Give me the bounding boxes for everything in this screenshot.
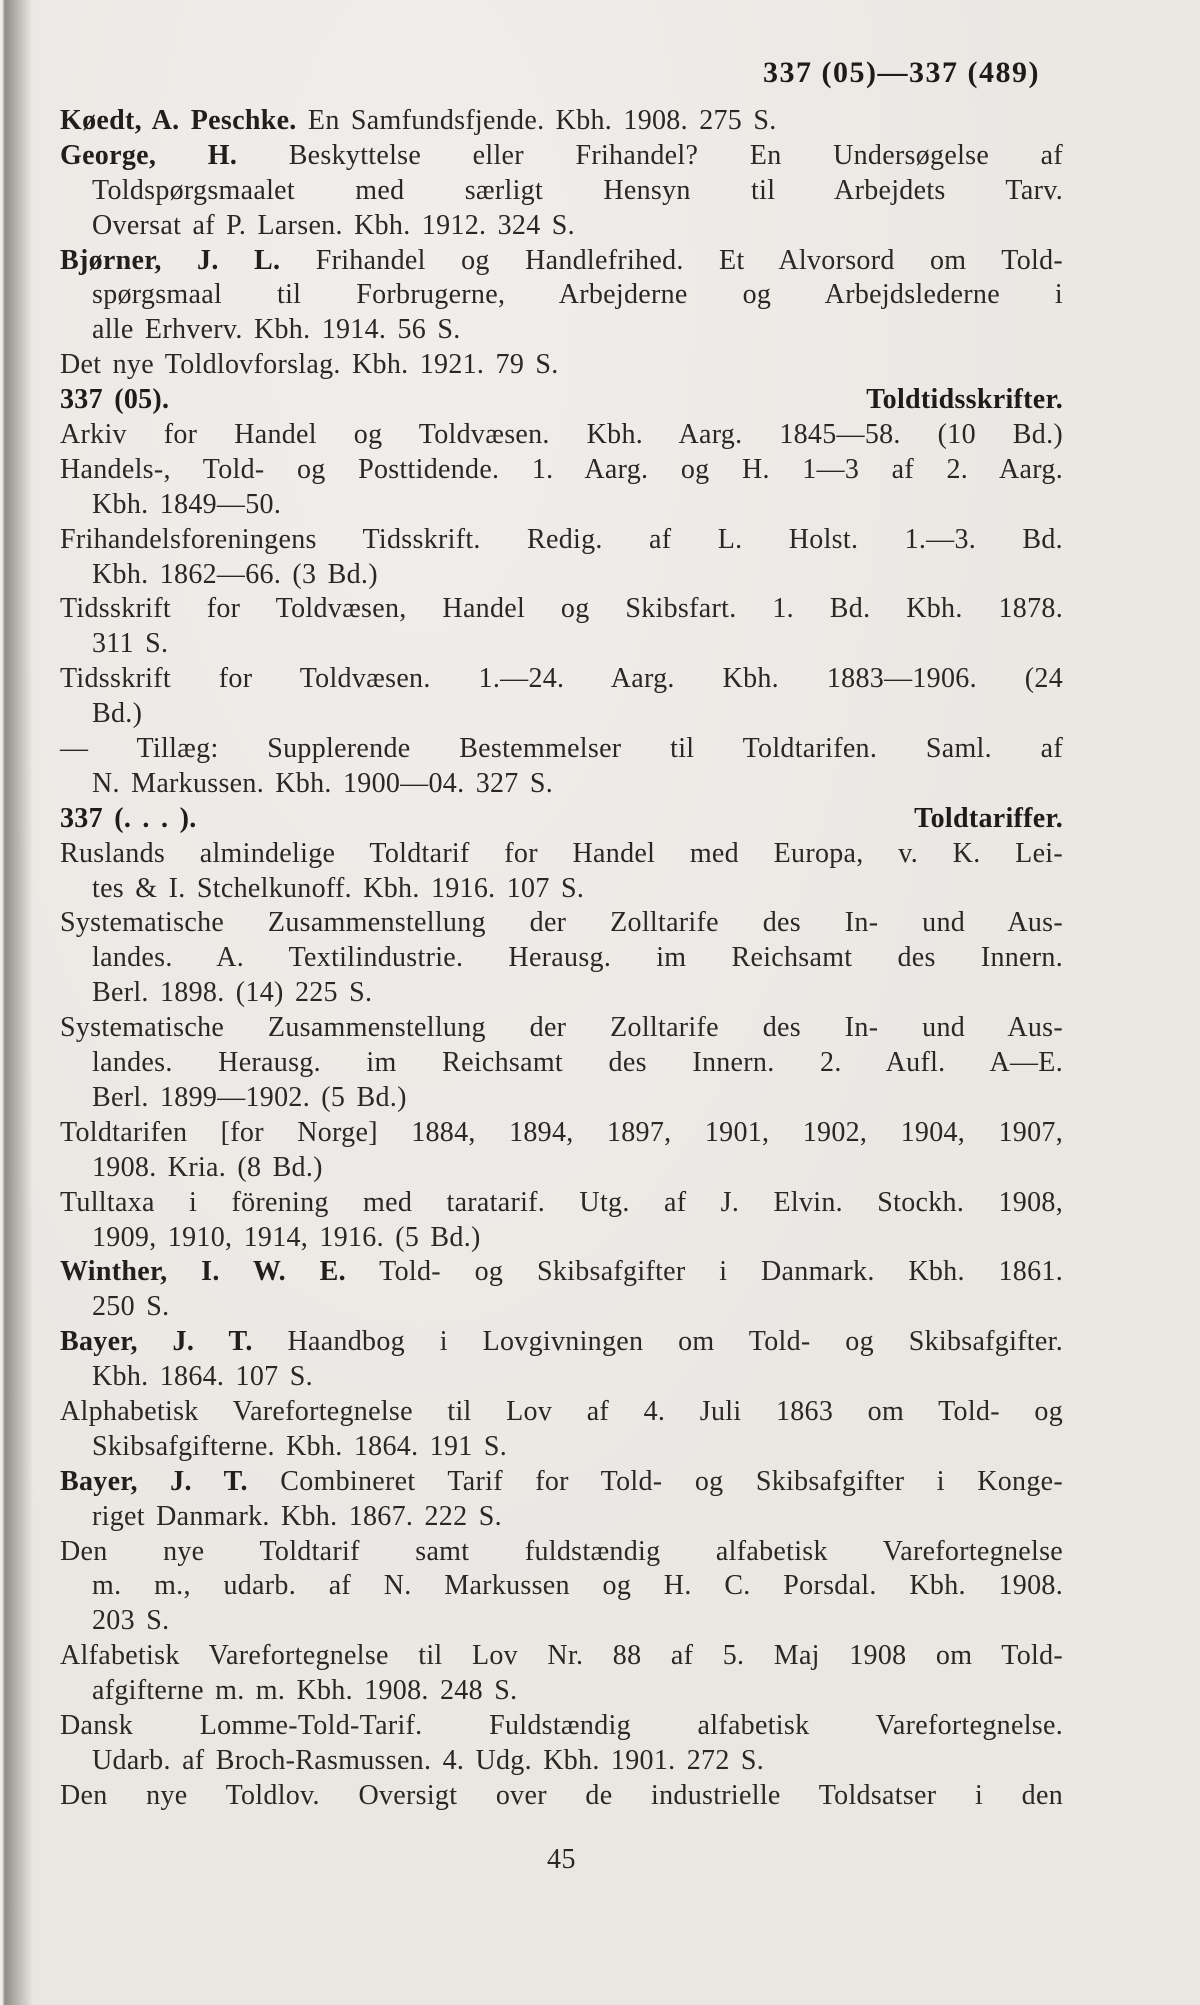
entry-line: Oversat af P. Larsen. Kbh. 1912. 324 S.	[92, 209, 575, 241]
entry-line: Bayer, J. T. Combineret Tarif for Told- og Skibsafgifter i Konge-	[60, 1465, 1064, 1497]
entry-line: Bd.)	[92, 698, 143, 730]
entry-line: landes. A. Textilindustrie. Herausg. im Reichsamt des Innern.	[92, 942, 1063, 974]
entry-line: 311 S.	[92, 628, 169, 660]
entry-line: Udarb. af Broch-Rasmussen. 4. Udg. Kbh. 1901. 272 S.	[92, 1744, 765, 1776]
entry-line: Frihandelsforeningens Tidsskrift. Redig. af L. Holst. 1.—3. Bd.	[60, 523, 1063, 555]
section-number: 337 (. . . ).	[60, 802, 197, 834]
entry-line: Arkiv for Handel og Toldvæsen. Kbh. Aarg. 1845—58. (10 Bd.)	[60, 419, 1063, 451]
entry-line: Køedt, A. Peschke. En Samfundsfjende. Kbh. 1908. 275 S.	[60, 105, 777, 136]
entry-line: Kbh. 1862—66. (3 Bd.)	[92, 558, 378, 590]
entry-line: Det nye Toldlovforslag. Kbh. 1921. 79 S.	[60, 349, 559, 381]
entry-line: 203 S.	[92, 1605, 170, 1637]
entry-line: Tidsskrift for Toldvæsen, Handel og Skibsfart. 1. Bd. Kbh. 1878.	[60, 593, 1063, 625]
entry-line: Skibsafgifterne. Kbh. 1864. 191 S.	[92, 1430, 508, 1462]
entry-line: Handels-, Told- og Posttidende. 1. Aarg. og H. 1—3 af 2. Aarg.	[60, 453, 1063, 485]
author-name: Bayer, J. T.	[60, 1326, 253, 1358]
page-gutter-shadow	[0, 0, 34, 2005]
author-name: Bayer, J. T.	[60, 1465, 248, 1497]
section-title: Toldtariffer.	[914, 802, 1063, 834]
entry-line: George, H. Beskyttelse eller Frihandel? En Undersøgelse af	[60, 139, 1063, 171]
entry-line: riget Danmark. Kbh. 1867. 222 S.	[92, 1500, 502, 1532]
author-name: George, H.	[60, 139, 238, 171]
entry-line: landes. Herausg. im Reichsamt des Innern. 2. Aufl. A—E.	[92, 1047, 1063, 1079]
entry-line: 250 S.	[92, 1291, 170, 1323]
page-header-range: 337 (05)—337 (489)	[763, 56, 1040, 89]
entry-line: Den nye Toldlov. Oversigt over de industrielle Toldsatser i den	[60, 1779, 1063, 1811]
entry-line: Ruslands almindelige Toldtarif for Handel med Europa, v. K. Lei-	[60, 837, 1063, 869]
text-column	[60, 104, 1063, 1814]
section-number: 337 (05).	[60, 384, 170, 416]
entry-line: afgifterne m. m. Kbh. 1908. 248 S.	[92, 1675, 518, 1707]
entry-line: Toldspørgsmaalet med særligt Hensyn til Arbejdets Tarv.	[92, 174, 1063, 206]
entry-line: 1908. Kria. (8 Bd.)	[92, 1151, 323, 1183]
entry-line: Bjørner, J. L. Frihandel og Handlefrihed. Et Alvorsord om Told-	[60, 244, 1063, 276]
entry-line: tes & I. Stchelkunoff. Kbh. 1916. 107 S.	[92, 872, 585, 904]
entry-line: spørgsmaal til Forbrugerne, Arbejderne og Arbejdslederne i	[92, 279, 1063, 311]
author-name: Winther, I. W. E.	[60, 1256, 346, 1288]
entry-line: Berl. 1899—1902. (5 Bd.)	[92, 1081, 407, 1113]
entry-line: Tidsskrift for Toldvæsen. 1.—24. Aarg. Kbh. 1883—1906. (24	[60, 663, 1063, 695]
entry-line: Berl. 1898. (14) 225 S.	[92, 977, 373, 1009]
entry-line: N. Markussen. Kbh. 1900—04. 327 S.	[92, 767, 554, 799]
entry-line: m. m., udarb. af N. Markussen og H. C. Porsdal. Kbh. 1908.	[92, 1570, 1063, 1602]
entry-line: Alphabetisk Varefortegnelse til Lov af 4. Juli 1863 om Told- og	[60, 1395, 1063, 1427]
section-title: Toldtidsskrifter.	[866, 384, 1063, 416]
page-number: 45	[547, 1844, 576, 1875]
entry-line: — Tillæg: Supplerende Bestemmelser til Toldtarifen. Saml. af	[60, 733, 1063, 765]
entry-line: Winther, I. W. E. Told- og Skibsafgifter i Danmark. Kbh. 1861.	[60, 1256, 1064, 1288]
entry-line: Kbh. 1849—50.	[92, 488, 282, 520]
section-heading	[60, 383, 1063, 418]
entry-line: Dansk Lomme-Told-Tarif. Fuldstændig alfabetisk Varefortegnelse.	[60, 1709, 1063, 1741]
entry-line: Kbh. 1864. 107 S.	[92, 1361, 313, 1393]
entry-line: Systematische Zusammenstellung der Zolltarife des In- und Aus-	[60, 907, 1063, 939]
entry-line: alle Erhverv. Kbh. 1914. 56 S.	[92, 314, 461, 346]
section-heading	[60, 802, 1063, 837]
entry-line: Den nye Toldtarif samt fuldstændig alfabetisk Varefortegnelse	[60, 1535, 1063, 1567]
entry-line: Alfabetisk Varefortegnelse til Lov Nr. 88 af 5. Maj 1908 om Told-	[60, 1640, 1063, 1672]
entry-line: Systematische Zusammenstellung der Zolltarife des In- und Aus-	[60, 1012, 1063, 1044]
author-name: Køedt, A. Peschke.	[60, 105, 297, 136]
entry-line: Tulltaxa i förening med taratarif. Utg. af J. Elvin. Stockh. 1908,	[60, 1186, 1063, 1218]
entry-line: Bayer, J. T. Haandbog i Lovgivningen om Told- og Skibsafgifter.	[60, 1326, 1063, 1358]
author-name: Bjørner, J. L.	[60, 244, 281, 276]
entry-line: 1909, 1910, 1914, 1916. (5 Bd.)	[92, 1221, 481, 1253]
entry-line: Toldtarifen [for Norge] 1884, 1894, 1897, 1901, 1902, 1904, 1907,	[60, 1116, 1063, 1148]
